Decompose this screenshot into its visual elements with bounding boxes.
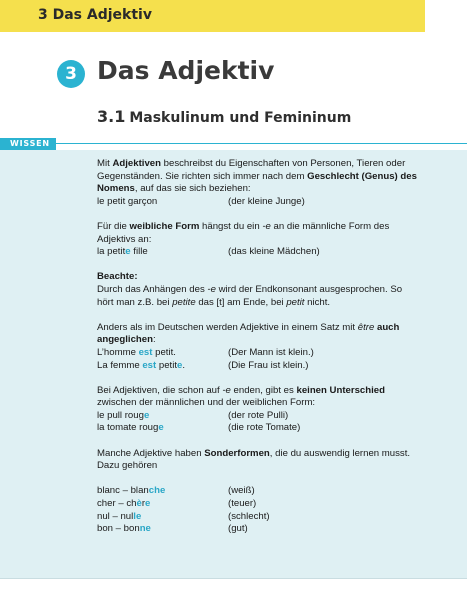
section-heading bbox=[97, 107, 351, 126]
note-paragraph: Durch das Anhängen des -e wird der Endkonsonant ausgesprochen. So hört man z.B. bei petite das [t] am Ende, bei petit nicht. bbox=[97, 283, 403, 308]
example-row: le pull rouge (der rote Pulli) bbox=[97, 409, 289, 421]
section-number: 3.1 bbox=[97, 107, 126, 126]
special-form-row: cher – chère (teuer) bbox=[97, 498, 257, 510]
section-title: Maskulinum und Femininum bbox=[129, 110, 352, 126]
example-row: L’homme est petit. (Der Mann ist klein.) bbox=[97, 346, 314, 358]
chapter-number-badge: 3 bbox=[57, 60, 85, 88]
example-row: la petite fille (das kleine Mädchen) bbox=[97, 246, 320, 258]
chapter-title: Das Adjektiv bbox=[97, 56, 275, 85]
intro-paragraph: Mit Adjektiven beschreibst du Eigenschaften von Personen, Tieren oder Gegenständen. Sie richten sich immer nach dem Geschlecht (Genus) des Nomens, auf das sie sich beziehen: bbox=[97, 158, 417, 195]
special-form-row: bon – bonne (gut) bbox=[97, 523, 248, 535]
special-form-row: blanc – blanche (weiß) bbox=[97, 485, 255, 497]
special-forms-paragraph: Manche Adjektive haben Sonderformen, die du auswendig lernen musst. Dazu gehören bbox=[97, 447, 411, 472]
wissen-label: WISSEN bbox=[0, 138, 56, 150]
agreement-paragraph: Anders als im Deutschen werden Adjektive in einem Satz mit être auch angeglichen: bbox=[97, 321, 400, 346]
special-form-row: nul – nulle (schlecht) bbox=[97, 510, 270, 522]
example-row: la tomate rouge (die rote Tomate) bbox=[97, 422, 301, 434]
example-row: La femme est petite. (Die Frau ist klein.) bbox=[97, 359, 309, 371]
example-row: le petit garçon (der kleine Junge) bbox=[97, 195, 305, 207]
wissen-divider bbox=[56, 143, 467, 144]
info-box-content bbox=[97, 158, 417, 536]
box-bottom-border bbox=[0, 578, 467, 579]
feminine-paragraph: Für die weibliche Form hängst du ein -e an die männliche Form des Adjektivs an: bbox=[97, 220, 390, 245]
ending-e-paragraph: Bei Adjektiven, die schon auf -e enden, gibt es keinen Unterschied zwischen der männlichen und der weiblichen Form: bbox=[97, 384, 385, 409]
note-heading: Beachte: bbox=[97, 271, 138, 283]
running-header: 3 Das Adjektiv bbox=[38, 7, 152, 23]
